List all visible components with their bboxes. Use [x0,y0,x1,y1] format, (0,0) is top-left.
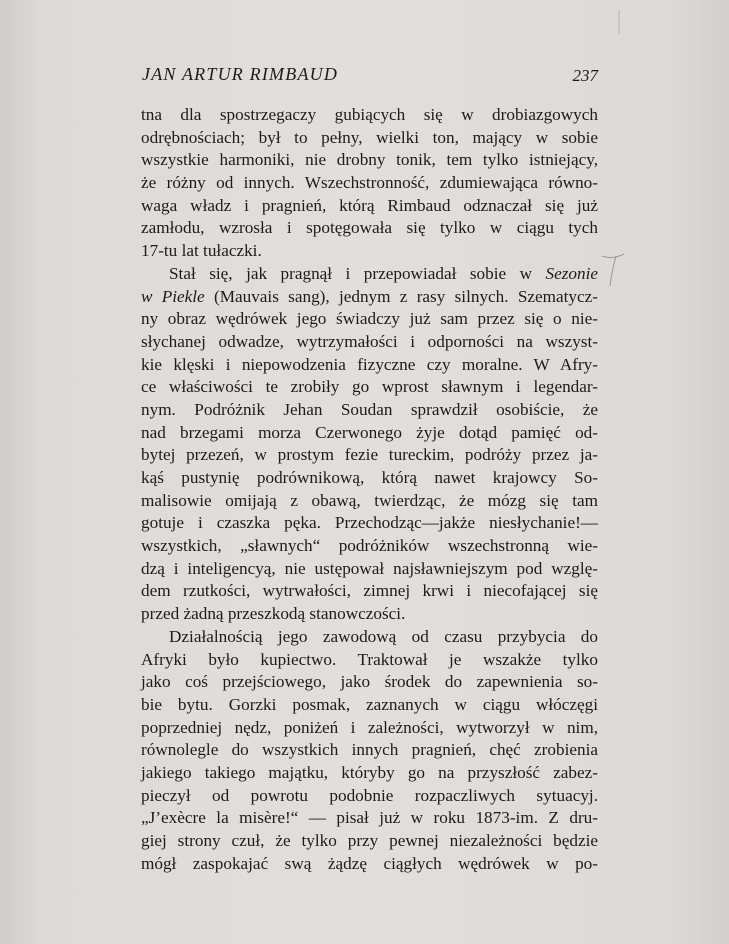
text-segment: Stał się, jak pragnął i przepowiadał sobie w [169,263,546,283]
text-line: bytej przezeń, w prostym fezie tureckim, podróży przez ja- [141,445,598,465]
text-line: Działalnością jego zawodową od czasu przybycia do [169,626,598,646]
body-text [141,104,598,875]
text-line: ce właściwości te zrobiły go wprost sławnym i legendar- [141,377,598,397]
running-title: JAN ARTUR RIMBAUD [142,64,339,84]
text-line: równolegle do wszystkich innych pragnień, chęć zrobienia [141,740,598,760]
page-number: 237 [572,66,598,85]
text-line: pieczył od powrotu podobnie rozpaczliwych sytuacyj. [141,785,598,805]
text-line: wszystkich, „sławnych“ podróżników wszechstronną wie- [141,536,598,556]
page-header [142,64,598,90]
text-line: nad brzegami morza Czerwonego żyje dotąd pamięć od- [141,422,598,442]
text-line: dzą i inteligencyą, nie ustępował najsławniejszym pod wzglę- [141,558,598,578]
text-line: nym. Podróżnik Jehan Soudan sprawdził osobiście, że [141,399,598,419]
text-line: poprzedniej nędz, poniżeń i zależności, wytworzył w nim, [141,717,598,737]
text-line: bie bytu. Gorzki posmak, zaznanych w ciągu włóczęgi [141,694,598,714]
text-line: jako coś przejściowego, jako środek do zapewnienia so- [141,672,598,692]
text-line: Afryki było kupiectwo. Traktował je wszakże tylko [141,649,598,669]
text-line-with-italic-title [141,286,598,309]
text-line: wszystkie harmoniki, nie drobny tonik, tem tylko istniejący, [141,150,598,170]
pencil-tick-mark [618,10,620,34]
text-line: waga władz i pragnień, którą Rimbaud odznaczał się już [141,195,598,215]
text-line: że różny od innych. Wszechstronność, zdumiewająca równo- [141,173,598,193]
text-line: giej strony czuł, że tylko przy pewnej niezależności będzie [141,831,598,850]
text-line: 17-tu lat tułaczki. [141,241,262,261]
pencil-margin-mark [600,248,630,288]
text-segment: (Mauvais sang), jednym z rasy silnych. Szematycz- [204,286,598,306]
text-line: kąś pustynię podrównikową, którą nawet krajowcy So- [141,468,598,487]
text-line: malisowie omijają z obawą, twierdząc, że mózg się tam [141,490,598,510]
text-line: gotuje i czaszka pęka. Przechodząc—jakże niesłychanie!— [141,513,598,533]
text-line-with-italic-title [141,263,598,286]
book-title-italic: Sezonie [545,263,598,283]
text-line: jakiego takiego majątku, któryby go na przyszłość zabez- [141,762,598,782]
text-line: odrębnościach; był to pełny, wielki ton, mający w sobie [141,127,598,147]
text-line: dem rzutkości, wytrwałości, zimnej krwi i niecofającej się [141,581,598,601]
text-line: „J’exècre la misère!“ — pisał już w roku 1873-im. Z dru- [141,808,598,828]
book-title-italic: w Piekle [141,286,205,306]
text-line: zamłodu, wzrosła i spotęgowała się tylko w ciągu tych [141,218,598,238]
text-line: kie klęski i niepowodzenia fizyczne czy moralne. W Afry- [141,354,598,374]
text-line: ny obraz wędrówek jego świadczy już sam przez się o nie- [141,309,598,329]
text-line: przed żadną przeszkodą stanowczości. [141,604,406,624]
text-line: słychanej odwadze, wytrzymałości i odporności na wszyst- [141,331,598,351]
text-line: tna dla spostrzegaczy gubiących się w drobiazgowych [141,105,598,124]
text-line: mógł zaspokajać swą żądzę ciągłych wędrówek w po- [141,853,598,873]
